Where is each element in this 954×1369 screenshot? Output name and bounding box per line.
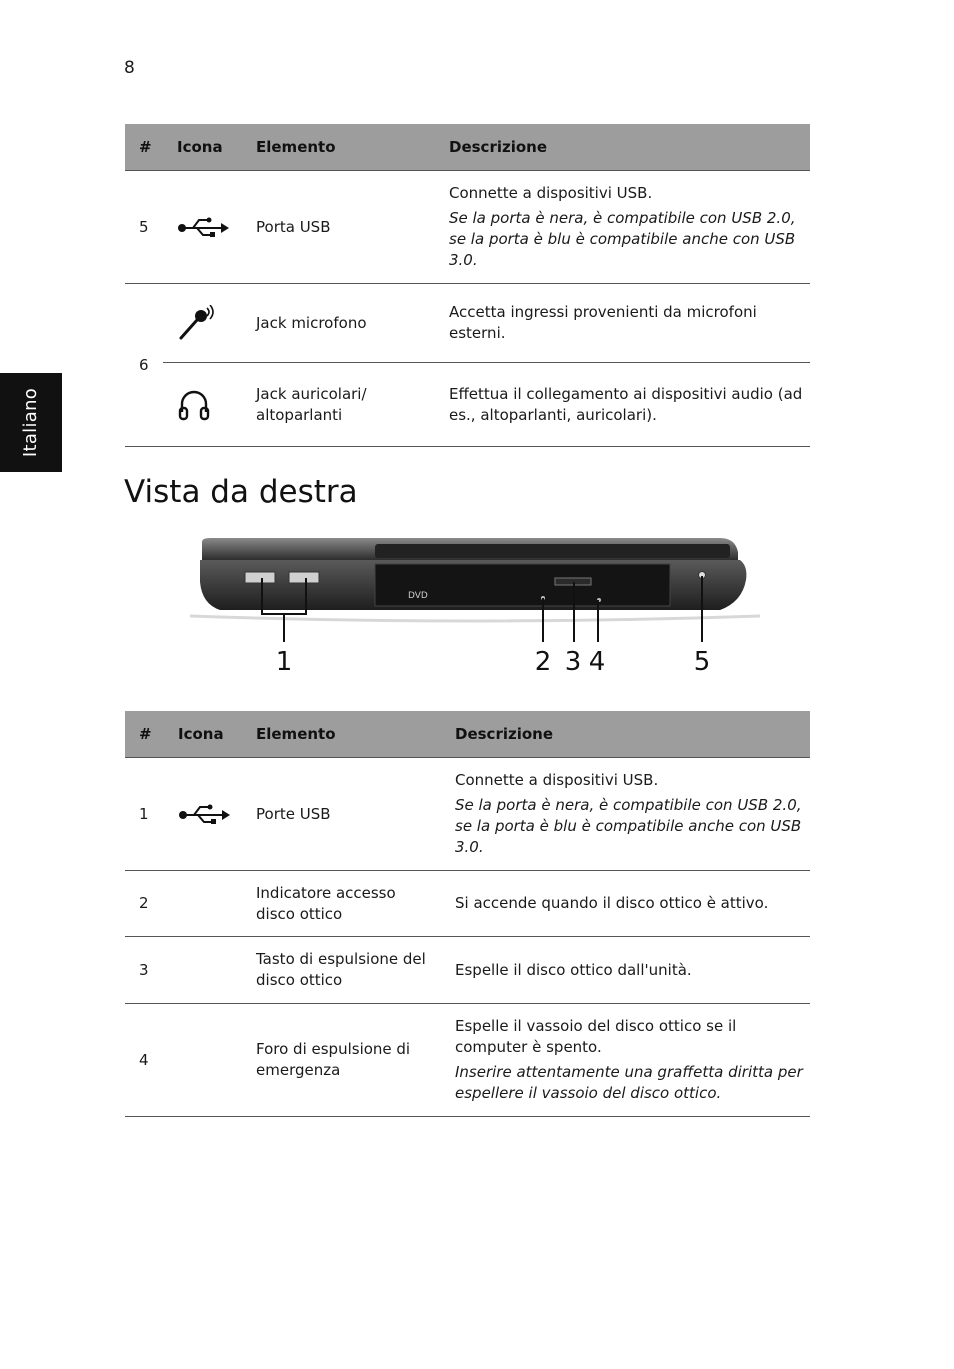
row-note: Se la porta è nera, è compatibile con USB 2.0, se la porta è blu è compatibile anche con USB 3.0.	[455, 796, 802, 856]
row-desc: Espelle il disco ottico dall'unità.	[441, 937, 810, 1004]
headphones-icon	[177, 388, 211, 422]
row-item: Porte USB	[242, 758, 441, 871]
reflection	[190, 616, 760, 621]
table-row	[125, 871, 810, 937]
row-num: 2	[125, 871, 164, 937]
header-desc: Descrizione	[441, 711, 810, 758]
callout-4: 4	[588, 647, 606, 677]
table-row	[125, 758, 810, 871]
right-side-view-diagram	[190, 530, 760, 680]
header-desc: Descrizione	[435, 124, 810, 171]
ports-table-left	[125, 124, 810, 447]
row-num: 1	[125, 758, 164, 871]
table-row	[125, 284, 810, 363]
header-icon: Icona	[163, 124, 242, 171]
header-num: #	[125, 711, 164, 758]
header-icon: Icona	[164, 711, 242, 758]
usb-port-1	[245, 572, 275, 583]
ports-table-right	[125, 711, 810, 1117]
row-num: 5	[125, 171, 163, 284]
row-desc: Accetta ingressi provenienti da microfoni esterni.	[435, 284, 810, 363]
table-row	[125, 363, 810, 447]
row-num: 3	[125, 937, 164, 1004]
row-desc: Connette a dispositivi USB.	[449, 184, 653, 202]
row-num: 6	[125, 284, 163, 447]
section-title: Vista da destra	[124, 474, 358, 510]
header-item: Elemento	[242, 124, 435, 171]
language-label: Italiano	[20, 387, 42, 458]
usb-port-2	[289, 572, 319, 583]
row-item: Porta USB	[242, 171, 435, 284]
callout-5: 5	[693, 647, 711, 677]
row-note: Se la porta è nera, è compatibile con USB 2.0, se la porta è blu è compatibile anche con USB 3.0.	[449, 209, 796, 269]
usb-icon	[177, 217, 229, 237]
row-note: Inserire attentamente una graffetta diritta per espellere il vassoio del disco ottico.	[455, 1063, 803, 1102]
row-num: 4	[125, 1004, 164, 1117]
table-row	[125, 937, 810, 1004]
row-item: Indicatore accesso disco ottico	[242, 871, 441, 937]
microphone-icon	[177, 305, 217, 341]
language-side-tab	[0, 373, 62, 472]
row-desc: Si accende quando il disco ottico è attivo.	[441, 871, 810, 937]
table-row	[125, 171, 810, 284]
table-header-row	[125, 124, 810, 171]
row-desc: Effettua il collegamento ai dispositivi audio (ad es., altoparlanti, auricolari).	[435, 363, 810, 447]
dvd-label: DVD	[408, 591, 428, 601]
row-item: Foro di espulsione di emergenza	[242, 1004, 441, 1117]
row-item: Tasto di espulsione del disco ottico	[242, 937, 441, 1004]
page-number: 8	[124, 58, 135, 78]
table-row	[125, 1004, 810, 1117]
row-desc: Espelle il vassoio del disco ottico se il computer è spento.	[455, 1017, 737, 1056]
usb-icon	[178, 804, 230, 824]
row-item: Jack auricolari/ altoparlanti	[242, 363, 435, 447]
callout-2: 2	[534, 647, 552, 677]
callout-numbers	[276, 647, 711, 677]
row-desc: Connette a dispositivi USB.	[455, 771, 659, 789]
header-num: #	[125, 124, 163, 171]
callout-1: 1	[275, 647, 293, 677]
table-header-row	[125, 711, 810, 758]
callout-3: 3	[564, 647, 582, 677]
header-item: Elemento	[242, 711, 441, 758]
lid-edge	[375, 544, 730, 558]
row-item: Jack microfono	[242, 284, 435, 363]
